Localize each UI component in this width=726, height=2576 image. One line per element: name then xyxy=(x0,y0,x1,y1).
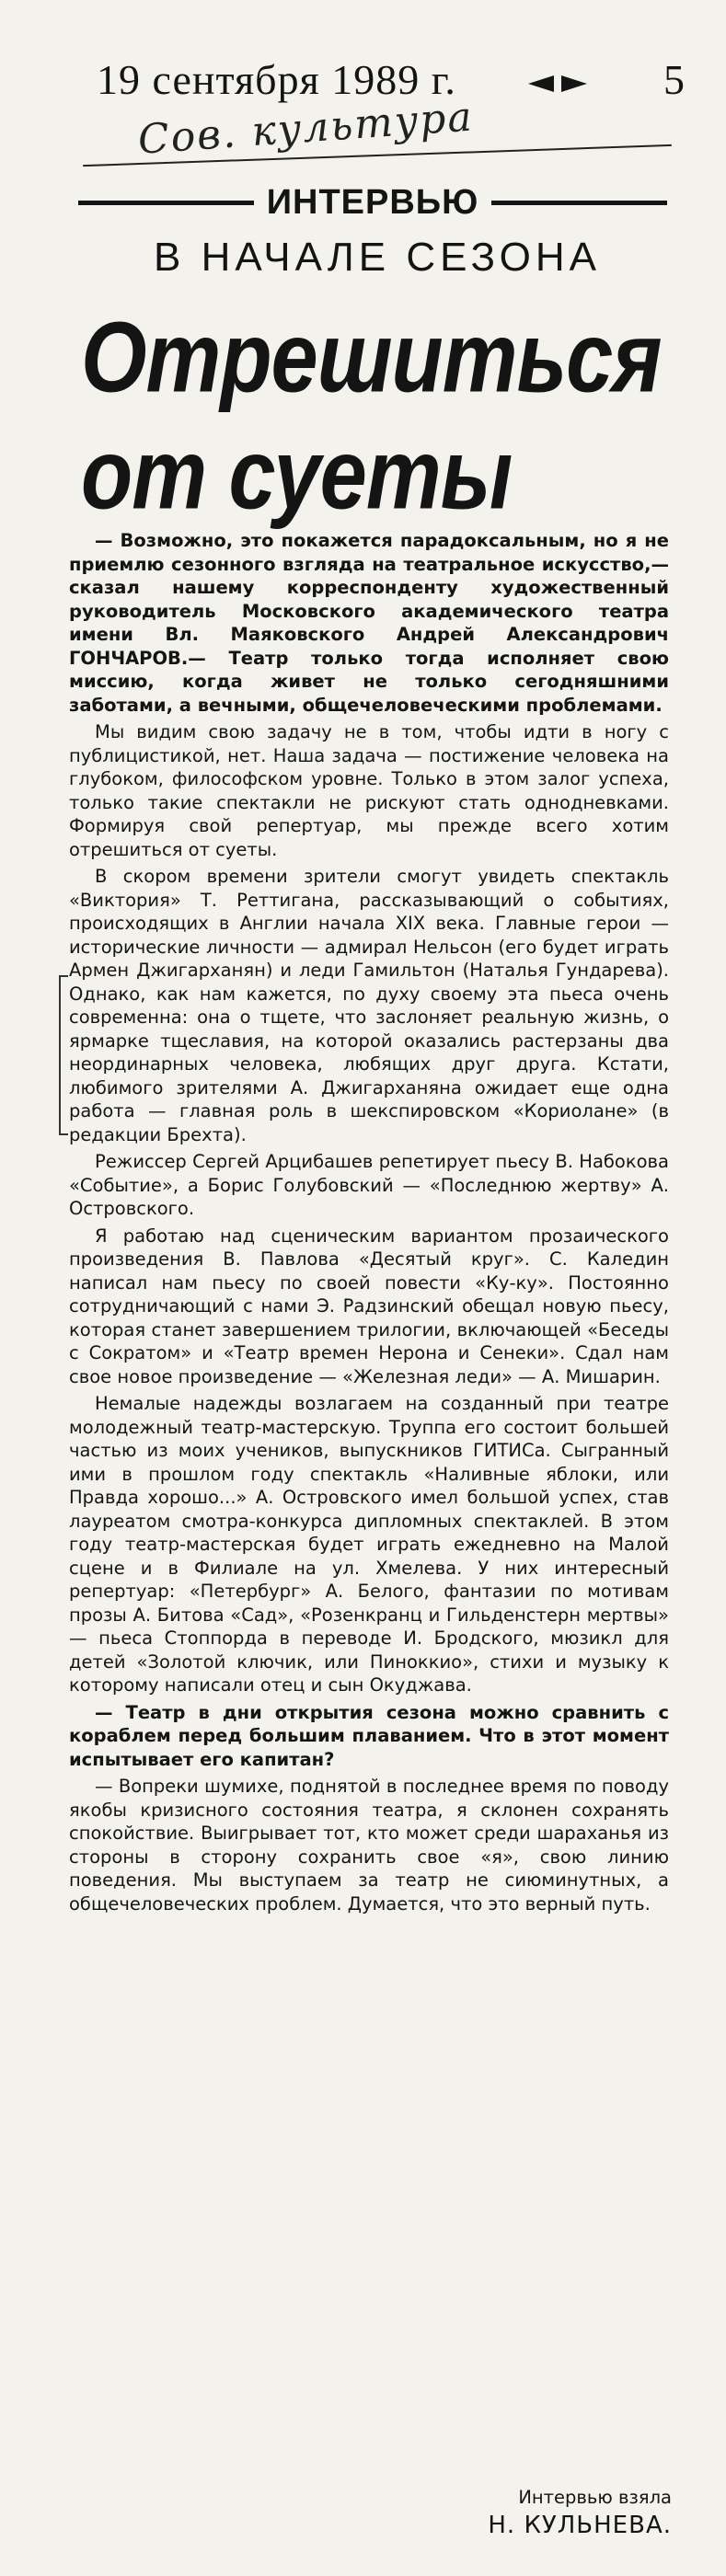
rubric-rule-left xyxy=(78,201,254,205)
byline-author: Н. КУЛЬНЕВА. xyxy=(488,2512,672,2539)
title-line-1: Отрешиться xyxy=(81,302,662,413)
rubric xyxy=(78,179,667,225)
article-body xyxy=(69,529,669,1919)
paragraph: В скором времени зрители смогут увидеть спектакль «Виктория» Т. Реттигана, рассказывающий о событиях, происходящих в Англии начала XIX века. Главные герои — исторические личности — адмирал Нельсон (его будет играть Армен Джигарханян) и леди Гамильтон (Наталья Гундарева). Однако, как нам кажется, по духу своему эта пьеса очень современна: она о тщете, что заслоняет реальную жизнь, о ярмарке тщеславия, на которой оказались растерзаны два неординарных человека, любящих друг друга. Кстати, любимого зрителями А. Джигарханяна ожидает еще одна работа — главная роль в шекспировском «Кориолане» (в редакции Брехта). xyxy=(69,866,669,1145)
interview-question: — Театр в дни открытия сезона можно сравнить с кораблем перед большим плаванием. Что в этот момент испытывает его капитан? xyxy=(69,1701,669,1770)
paragraph: Немалые надежды возлагаем на созданный при театре молодежный театр-мастерскую. Труппа его состоит большей частью из моих учеников, выпускников ГИТИСа. Сыгранный ими в прошлом году спектакль «Наливные яблоки, или Правда хорошо...» А. Островского имел большой успех, став лауреатом смотра-конкурса дипломных спектаклей. В этом году театр-мастерская будет играть ежедневно на Малой сцене и в Филиале на ул. Хмелева. У них интересный репертуар: «Петербург» А. Белого, фантазии по мотивам прозы А. Битова «Сад», «Розенкранц и Гильденстерн мертвы» — пьеса Стоппорда в переводе И. Бродского, мюзикл для детей «Золотой ключик, или Пиноккио», стихи и музыку к которому написали отец и сын Окуджава. xyxy=(69,1393,669,1696)
paragraph: Режиссер Сергей Арцибашев репетирует пьесу В. Набокова «Событие», а Борис Голубовский — «Последнюю жертву» А. Островского. xyxy=(69,1151,669,1219)
rubric-rule-right xyxy=(491,201,667,205)
handwritten-source-note: Сов. культура xyxy=(136,93,476,164)
article-title xyxy=(81,299,670,534)
kicker-headline: В НАЧАЛЕ СЕЗОНА xyxy=(154,235,601,280)
page-number: 5 xyxy=(663,56,686,103)
margin-mark xyxy=(59,975,68,1135)
paragraph: Я работаю над сценическим вариантом прозаического произведения В. Павлова «Десятый круг». С. Каледин написал нам пьесу по своей повести «Ку-ку». Постоянно сотрудничающий с нами Э. Радзинский обещал новую пьесу, которая станет завершением трилогии, включающей «Беседы с Сократом» и «Театр времен Нерона и Сенеки». Сдал нам свое новое произведение — «Железная леди» — А. Мишарин. xyxy=(69,1225,669,1387)
paragraph: Мы видим свою задачу не в том, чтобы идти в ногу с публицистикой, нет. Наша задача — постижение человека на глубоком, философском уровне. Только в этом залог успеха, только такие спектакли не рискуют стать однодневками. Формируя свой репертуар, мы прежде всего хотим отрешиться от суеты. xyxy=(69,721,669,860)
byline xyxy=(368,2484,672,2539)
rubric-label: ИНТЕРВЬЮ xyxy=(266,182,479,222)
issue-date: 19 сентября 1989 г. xyxy=(97,56,456,103)
byline-label: Интервью взяла xyxy=(518,2487,672,2508)
title-line-2: от суеты xyxy=(81,419,513,531)
paragraph: — Вопреки шумихе, поднятой в последнее время по поводу якобы кризисного состояния театра, я склонен сохранять спокойствие. Выигрывает тот, кто может среди шараханья из стороны в сторону сохранить свое «я», свою линию поведения. Мы выступаем за театр не сиюминутных, а общечеловеческих проблем. Думается, что это верный путь. xyxy=(69,1776,669,1915)
paragraph-lead: — Возможно, это покажется парадоксальным, но я не приемлю сезонного взгляда на театральное искусство,— сказал нашему корреспонденту художественный руководитель Московского академического театра имени Вл. Маяковского Андрей Александрович ГОНЧАРОВ.— Театр только тогда исполняет свою миссию, когда живет не только сегодняшними заботами, а вечными, общечеловеческими проблемами. xyxy=(69,530,669,716)
